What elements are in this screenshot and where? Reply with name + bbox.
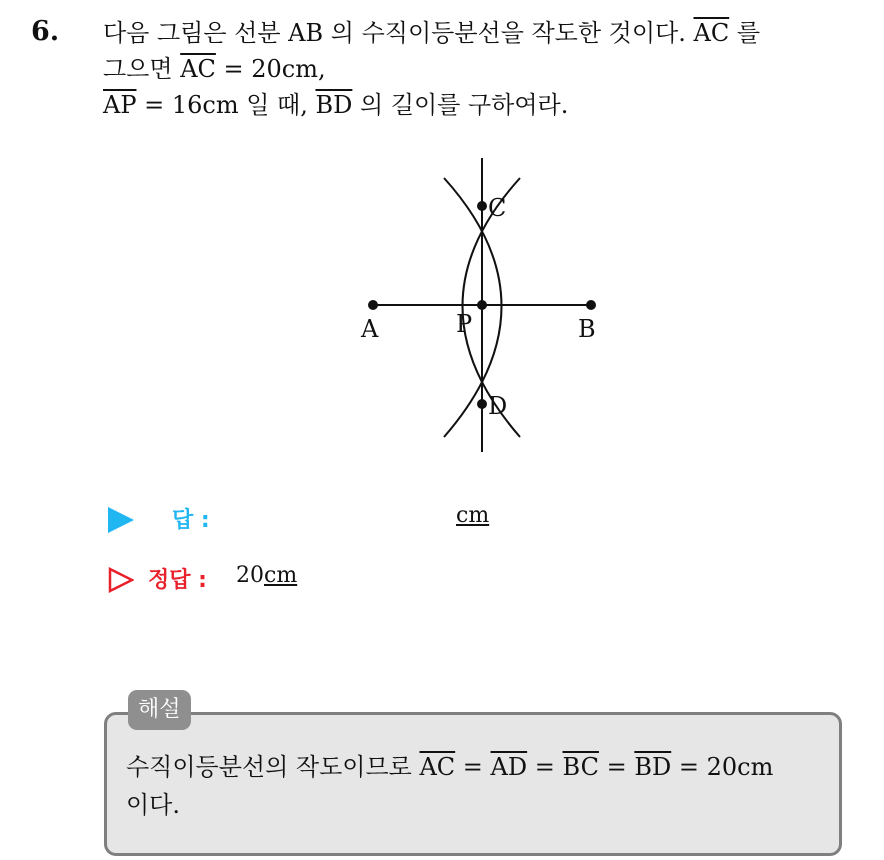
- outline-arrow-icon: [108, 567, 134, 593]
- point-d: [477, 399, 487, 409]
- text: 다음 그림은 선분 AB 의 수직이등분선을 작도한 것이다.: [103, 19, 694, 47]
- text: =: [527, 753, 563, 781]
- correct-number: 20: [236, 563, 264, 588]
- label-c: C: [488, 194, 507, 222]
- question-text: [103, 15, 863, 123]
- segment-ac: $\overline{AC}$: [693, 19, 730, 47]
- answer-unit: cm: [456, 503, 490, 528]
- text: =: [598, 753, 635, 781]
- question-line-3: [103, 87, 863, 123]
- label-a: A: [361, 315, 379, 343]
- text: = 16cm 일 때,: [136, 91, 316, 119]
- label-p: P: [456, 310, 473, 338]
- play-arrow-icon: [108, 507, 134, 533]
- correct-unit: cm: [264, 563, 298, 588]
- question-number: 6.: [31, 16, 60, 47]
- point-a: [368, 300, 378, 310]
- label-d: D: [488, 392, 508, 420]
- question-line-1: [103, 15, 863, 51]
- solution-line-1: [126, 748, 836, 786]
- solution-tab: 해설: [128, 690, 191, 730]
- segment-bd: $\overline{BD}$: [315, 91, 353, 119]
- segment-bc: $\overline{BC}$: [562, 753, 599, 781]
- question-line-2: [103, 51, 863, 87]
- text: 수직이등분선의 작도이므로: [126, 753, 420, 781]
- text: = 20cm: [671, 753, 774, 781]
- text: 의 길이를 구하여라.: [352, 91, 569, 119]
- point-b: [586, 300, 596, 310]
- segment-ac: $\overline{AC}$: [419, 753, 456, 781]
- label-b: B: [578, 315, 596, 343]
- segment-ac: $\overline{AC}$: [180, 55, 216, 83]
- correct-value: [236, 563, 297, 588]
- text: = 20cm,: [215, 55, 326, 83]
- answer-label: 답 :: [172, 508, 210, 533]
- text: 그으면: [103, 55, 181, 83]
- point-c: [477, 201, 487, 211]
- point-p: [477, 300, 487, 310]
- solution-line-2: 이다.: [126, 791, 180, 819]
- segment-ap: $\overline{AP}$: [103, 91, 137, 119]
- correct-label: 정답 :: [148, 568, 207, 593]
- segment-ad: $\overline{AD}$: [490, 753, 528, 781]
- solution-text: [126, 748, 836, 824]
- text: 를: [729, 19, 761, 47]
- text: =: [455, 753, 491, 781]
- perpendicular-bisector-figure: [340, 150, 630, 460]
- segment-bd: $\overline{BD}$: [634, 753, 672, 781]
